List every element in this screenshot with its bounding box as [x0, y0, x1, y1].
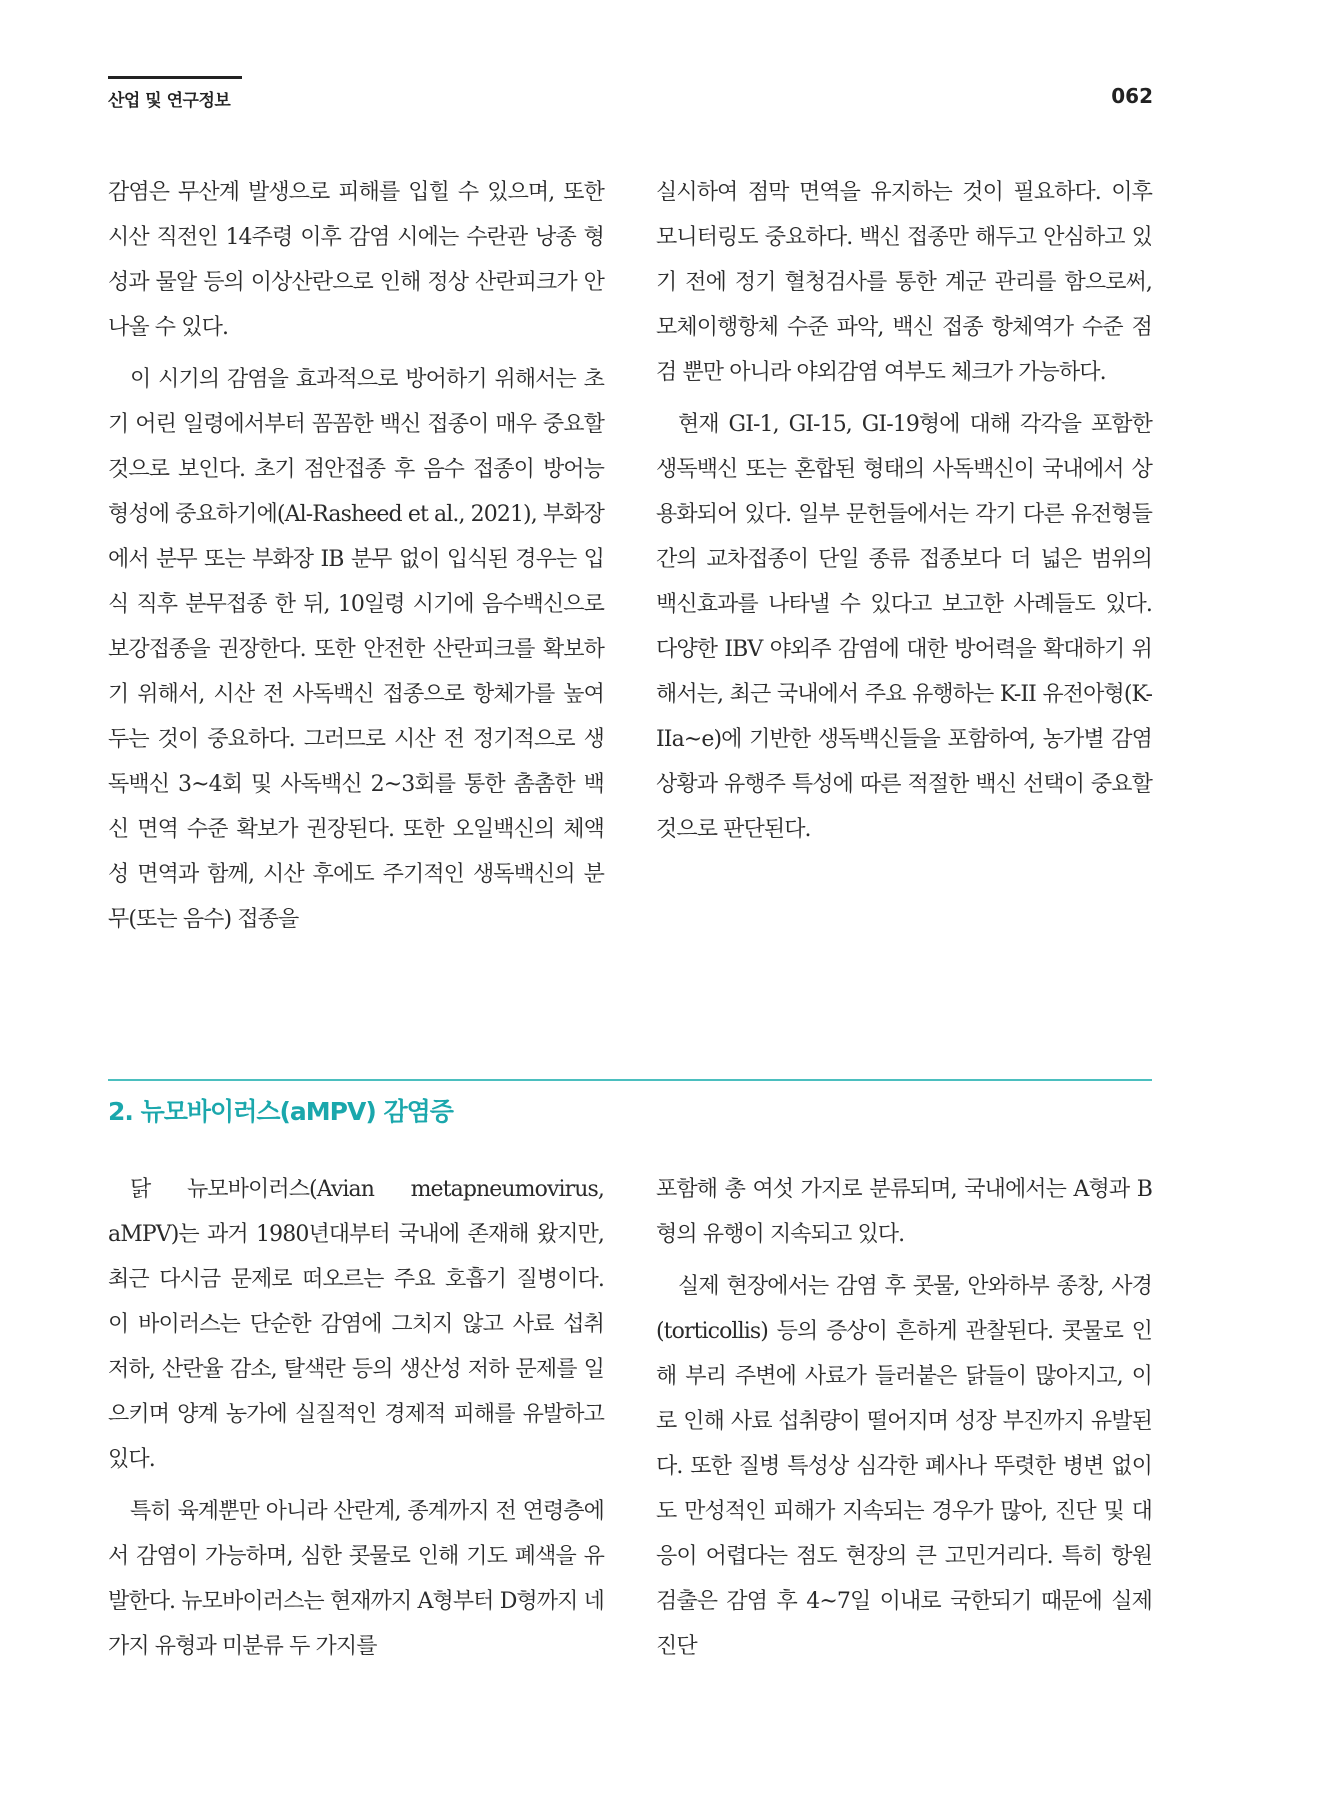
paragraph: 특히 육계뿐만 아니라 산란계, 종계까지 전 연령층에서 감염이 가능하며, 심한 콧물로 인해 기도 폐색을 유발한다. 뉴모바이러스는 현재까지 A형부터 D형까지 네 가지 유형과 미분류 두 가지를 [108, 1499, 604, 1659]
top-left-column [108, 170, 604, 949]
paragraph: 닭 뉴모바이러스(Avian metapneumovirus, aMPV)는 과거 1980년대부터 국내에 존재해 왔지만, 최근 다시금 문제로 떠오르는 주요 호흡기 질병이다. 이 바이러스는 단순한 감염에 그치지 않고 사료 섭취 저하, 산란율 감소, 탈색란 등의 생산성 저하 문제를 일으키며 양계 농가에 실질적인 경제적 피해를 유발하고 있다. [108, 1177, 604, 1472]
paragraph: 이 시기의 감염을 효과적으로 방어하기 위해서는 초기 어린 일령에서부터 꼼꼼한 백신 접종이 매우 중요할 것으로 보인다. 초기 점안접종 후 음수 접종이 방어능 형성에 중요하기에(Al-Rasheed et al., 2021), 부화장에서 분무 또는 부화장 IB 분무 없이 입식된 경우는 입식 직후 분무접종 한 뒤, 10일령 시기에 음수백신으로 보강접종을 권장한다. 또한 안전한 산란피크를 확보하기 위해서, 시산 전 사독백신 접종으로 항체가를 높여두는 것이 중요하다. 그러므로 시산 전 정기적으로 생독백신 3~4회 및 사독백신 2~3회를 통한 촘촘한 백신 면역 수준 확보가 권장된다. 또한 오일백신의 체액성 면역과 함께, 시산 후에도 주기적인 생독백신의 분무(또는 음수) 접종을 [108, 367, 604, 932]
section2-left-column [108, 1167, 604, 1676]
section-heading: 2. 뉴모바이러스(aMPV) 감염증 [108, 1097, 453, 1126]
paragraph: 현재 GI-1, GI-15, GI-19형에 대해 각각을 포함한 생독백신 또는 혼합된 형태의 사독백신이 국내에서 상용화되어 있다. 일부 문헌들에서는 각기 다른 유전형들 간의 교차접종이 단일 종류 접종보다 더 넓은 범위의 백신효과를 나타낼 수 있다고 보고한 사례들도 있다. 다양한 IBV 야외주 감염에 대한 방어력을 확대하기 위해서는, 최근 국내에서 주요 유행하는 K-II 유전아형(K-IIa~e)에 기반한 생독백신들을 포함하여, 농가별 감염 상황과 유행주 특성에 따른 적절한 백신 선택이 중요할 것으로 판단된다. [656, 412, 1152, 842]
paragraph: 실시하여 점막 면역을 유지하는 것이 필요하다. 이후 모니터링도 중요하다. 백신 접종만 해두고 안심하고 있기 전에 정기 혈청검사를 통한 계군 관리를 함으로써, 모체이행항체 수준 파악, 백신 접종 항체역가 수준 점검 뿐만 아니라 야외감염 여부도 체크가 가능하다. [656, 180, 1152, 385]
paragraph: 실제 현장에서는 감염 후 콧물, 안와하부 종창, 사경(torticollis) 등의 증상이 흔하게 관찰된다. 콧물로 인해 부리 주변에 사료가 들러붙은 닭들이 많아지고, 이로 인해 사료 섭취량이 떨어지며 성장 부진까지 유발된다. 또한 질병 특성상 심각한 폐사나 뚜렷한 병변 없이도 만성적인 피해가 지속되는 경우가 많아, 진단 및 대응이 어렵다는 점도 현장의 큰 고민거리다. 특히 항원 검출은 감염 후 4~7일 이내로 국한되기 때문에 실제 진단 [656, 1274, 1152, 1659]
paragraph: 포함해 총 여섯 가지로 분류되며, 국내에서는 A형과 B형의 유행이 지속되고 있다. [656, 1177, 1152, 1247]
running-header-section: 산업 및 연구정보 [108, 91, 231, 111]
section-divider [108, 1079, 1152, 1081]
paragraph: 감염은 무산계 발생으로 피해를 입힐 수 있으며, 또한 시산 직전인 14주령 이후 감염 시에는 수란관 낭종 형성과 물알 등의 이상산란으로 인해 정상 산란피크가 안 나올 수 있다. [108, 180, 604, 340]
section2-right-column [656, 1167, 1152, 1676]
header-rule [108, 76, 242, 79]
page-number: 062 [1111, 84, 1153, 108]
top-right-column [656, 170, 1152, 859]
